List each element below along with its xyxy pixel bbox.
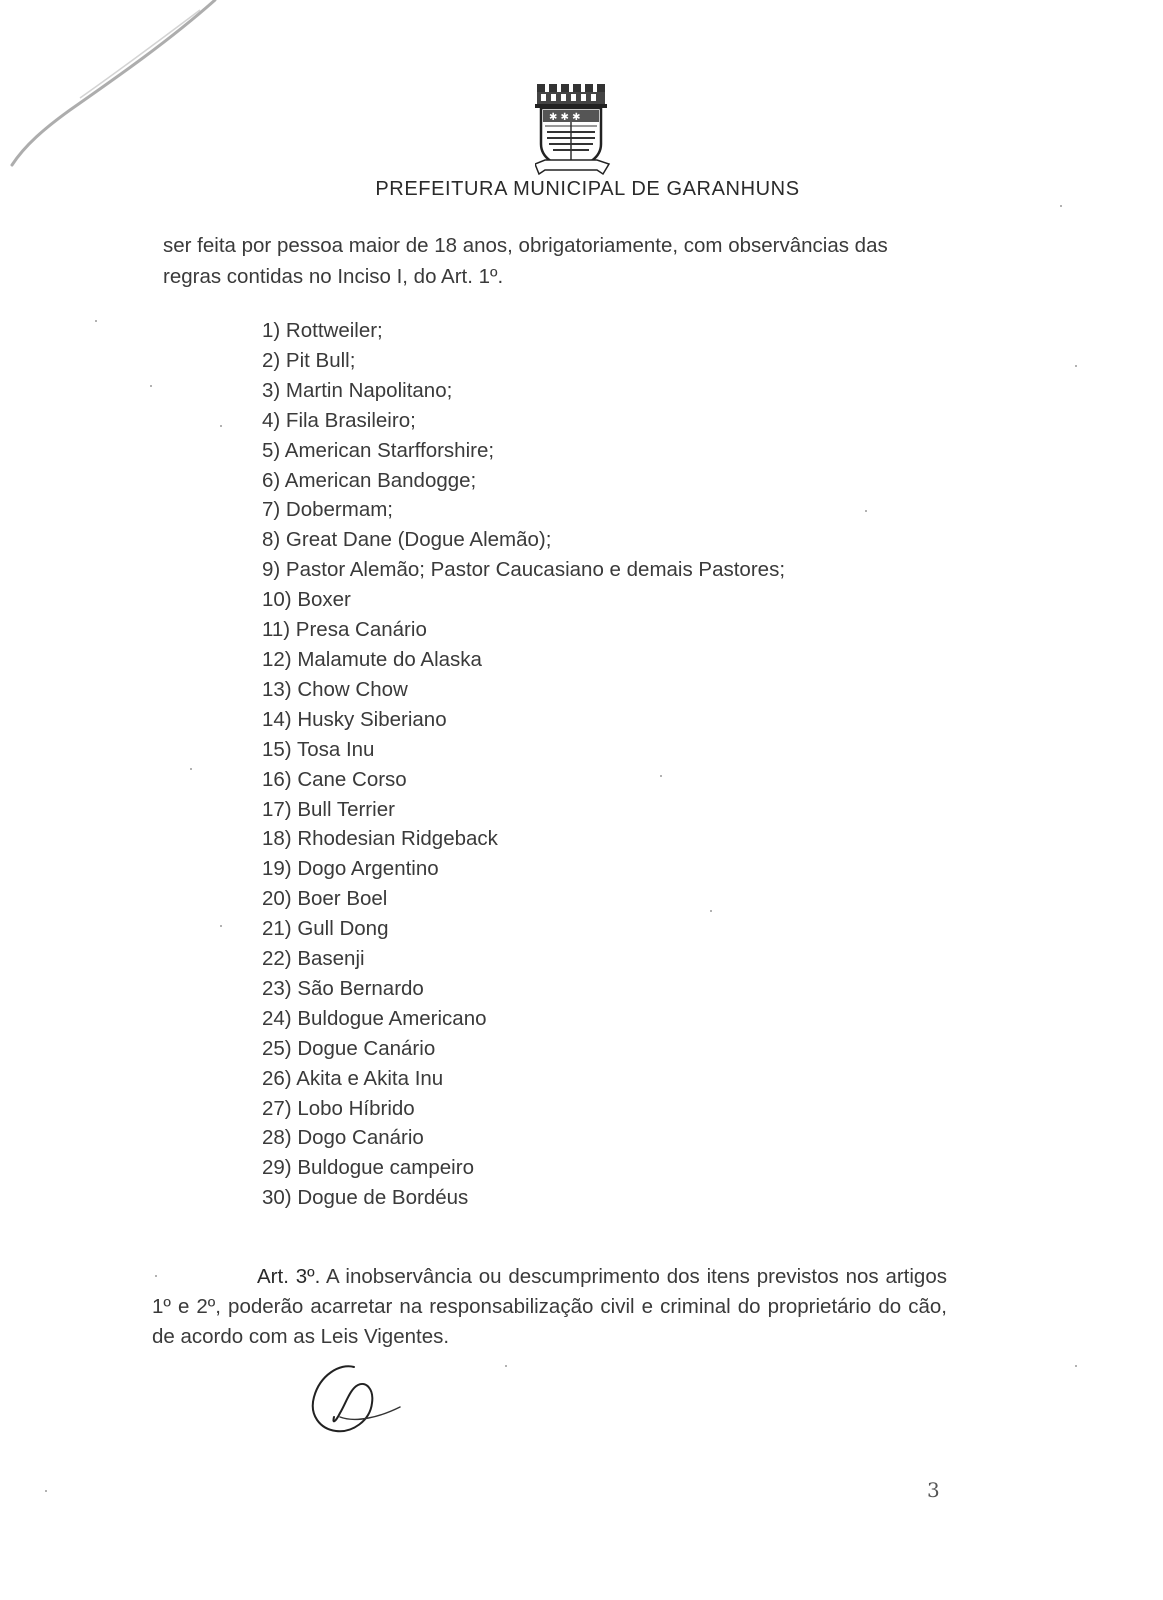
- intro-line-2: regras contidas no Inciso I, do Art. 1º.: [163, 265, 504, 288]
- list-item: 13) Chow Chow: [262, 677, 408, 701]
- scan-speck: [1075, 1365, 1077, 1367]
- scan-speck: [45, 1490, 47, 1492]
- list-item: 14) Husky Siberiano: [262, 707, 447, 731]
- svg-text:✱ ✱ ✱: ✱ ✱ ✱: [549, 112, 581, 123]
- list-item: 23) São Bernardo: [262, 976, 424, 1000]
- list-item: 30) Dogue de Bordéus: [262, 1186, 469, 1210]
- list-item: 28) Dogo Canário: [262, 1126, 424, 1150]
- list-item: 4) Fila Brasileiro;: [262, 408, 416, 432]
- list-item: 5) American Starfforshire;: [262, 438, 495, 462]
- article-label: Art. 3º.: [257, 1265, 321, 1288]
- list-item: 15) Tosa Inu: [262, 737, 375, 761]
- scan-speck: [865, 510, 867, 512]
- list-item: 7) Dobermam;: [262, 498, 394, 522]
- scan-speck: [220, 925, 222, 927]
- scan-speck: [505, 1365, 507, 1367]
- list-item: 1) Rottweiler;: [262, 319, 383, 342]
- breed-list: [262, 316, 785, 1213]
- list-item: 3) Martin Napolitano;: [262, 378, 453, 402]
- intro-paragraph: [163, 230, 983, 292]
- list-item: 11) Presa Canário: [262, 618, 427, 642]
- list-item: 18) Rhodesian Ridgeback: [262, 827, 498, 851]
- list-item: 6) American Bandogge;: [262, 468, 477, 492]
- article-3-paragraph: [152, 1262, 947, 1352]
- scan-speck: [190, 768, 192, 770]
- list-item: 20) Boer Boel: [262, 887, 388, 911]
- list-item: 29) Buldogue campeiro: [262, 1156, 474, 1180]
- list-item: 12) Malamute do Alaska: [262, 647, 482, 671]
- list-item: 9) Pastor Alemão; Pastor Caucasiano e demais Pastores;: [262, 558, 786, 582]
- municipal-crest-icon: [535, 82, 613, 180]
- list-item: 27) Lobo Híbrido: [262, 1096, 415, 1120]
- scan-speck: [150, 385, 152, 387]
- scan-speck: [220, 425, 222, 427]
- scan-speck: [1060, 205, 1062, 207]
- scan-speck: [155, 1275, 157, 1277]
- list-item: 17) Bull Terrier: [262, 797, 395, 821]
- page-title: PREFEITURA MUNICIPAL DE GARANHUNS: [375, 178, 800, 200]
- page-number: 3: [927, 1478, 940, 1502]
- article-text: A inobservância ou descumprimento dos itens previstos nos artigos 1º e 2º, poderão acarretar na responsabilização civil e criminal do proprietário do cão, de acordo com as Leis Vigentes.: [152, 1265, 947, 1348]
- list-item: 16) Cane Corso: [262, 767, 407, 791]
- scan-speck: [660, 775, 662, 777]
- list-item: 24) Buldogue Americano: [262, 1006, 487, 1030]
- intro-line-1: ser feita por pessoa maior de 18 anos, obrigatoriamente, com observâncias das: [163, 234, 888, 257]
- signature-initial: [300, 1355, 410, 1445]
- scan-speck: [710, 910, 712, 912]
- list-item: 10) Boxer: [262, 588, 351, 612]
- list-item: 21) Gull Dong: [262, 917, 389, 941]
- scan-artifact-line: [0, 0, 230, 180]
- list-item: 25) Dogue Canário: [262, 1036, 436, 1060]
- list-item: 26) Akita e Akita Inu: [262, 1066, 444, 1090]
- list-item: 2) Pit Bull;: [262, 348, 356, 372]
- scan-speck: [95, 320, 97, 322]
- list-item: 22) Basenji: [262, 947, 365, 971]
- list-item: 8) Great Dane (Dogue Alemão);: [262, 528, 552, 552]
- list-item: 19) Dogo Argentino: [262, 857, 439, 881]
- scan-speck: [1075, 365, 1077, 367]
